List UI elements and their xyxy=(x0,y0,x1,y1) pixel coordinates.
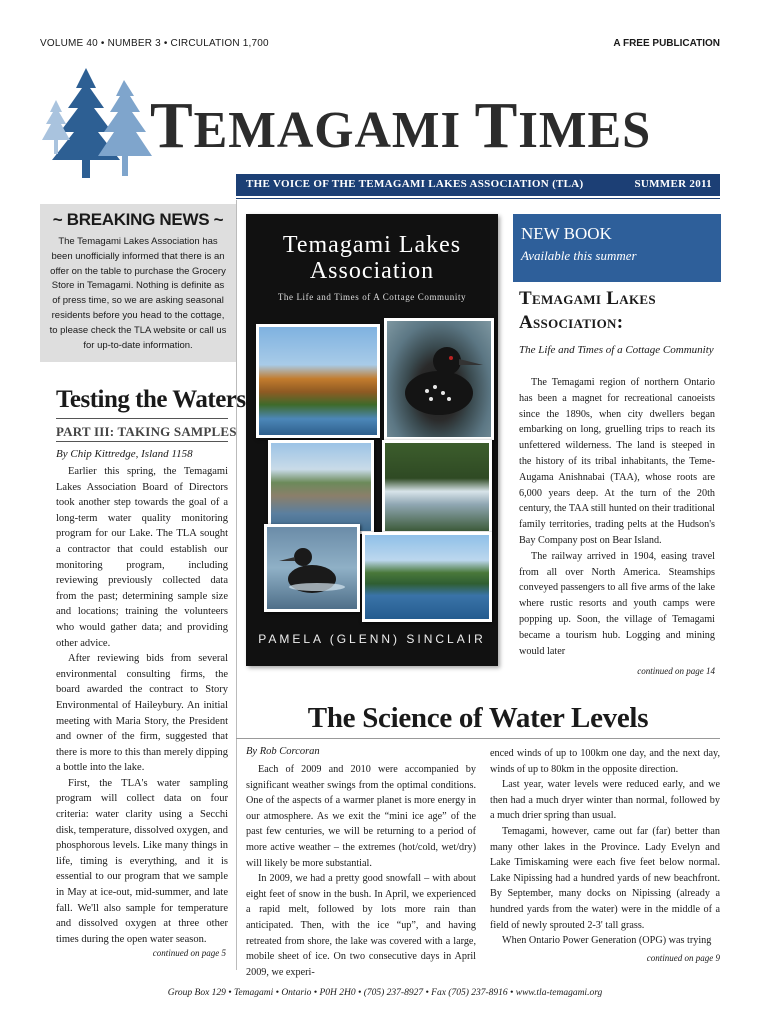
book-cover-title-line1: Temagami Lakes xyxy=(282,232,462,258)
book-cover-subtitle: The Life and Times of A Cottage Community xyxy=(277,292,467,302)
science-article-byline: By Rob Corcoran xyxy=(246,746,320,757)
footer-contact: Group Box 129 • Temagami • Ontario • P0H 2H0 • (705) 237-8927 • Fax (705) 237-8916 • www.tla-temagami.org xyxy=(167,988,603,998)
book-continued-link[interactable]: continued on page 14 xyxy=(637,666,715,676)
book-tagline: The Life and Times of a Cottage Community xyxy=(519,344,714,356)
science-continued-link[interactable]: continued on page 9 xyxy=(646,953,720,963)
paragraph: The railway arrived in 1904, easing travel from all over North America. Steamships conveyed passengers to all five arms of the lake where rustic resorts and youth camps were popping up. Soon, the village of Temagami became a tourism hub. Logging and mining would later xyxy=(519,550,715,657)
tagline: THE VOICE OF THE TEMAGAMI LAKES ASSOCIATION (TLA) xyxy=(246,178,584,190)
divider xyxy=(56,441,228,442)
waterfall-photo xyxy=(382,440,492,534)
divider xyxy=(56,418,228,419)
testing-article-subtitle: PART III: TAKING SAMPLES xyxy=(56,424,237,439)
paragraph: Each of 2009 and 2010 were accompanied by significant weather swings from the optimal conditions. One of the aspects of a warmer planet is more energy in our atmosphere. As we exit the “mini ice age” of the past few centuries, we will be returning to a period of more active weather – the extremes (hot/cold, wet/dry) will likely be more substantial. xyxy=(246,764,476,869)
autumn-forest-photo xyxy=(256,324,380,438)
book-title-line1: Temagami Lakes xyxy=(519,288,656,309)
loon-icon xyxy=(387,321,491,437)
tagline-bar xyxy=(236,174,720,196)
paragraph: Temagami, however, came out far (far) better than many other lakes in the Province. Lady Evelyn and Lake Timiskaming were each five feet below normal. Lake Nipissing had a hundred yards of new beachfront. By September, many docks on Nipissing (already a hundred yards from the water) were in the middle of a field of newly sprouted 2-3' tall grass. xyxy=(490,825,720,931)
paragraph: enced winds of up to 100km one day, and the next day, winds of up to 80km in the opposite direction. xyxy=(490,748,720,775)
rocky-shore-photo xyxy=(268,440,374,534)
paragraph: After reviewing bids from several environmental consulting firms, the board awarded the contract to Story Environmental of Haileybury. An initial meeting with Maria Story, the President and owner of the firm, suggested that there is more to this than merely dipping a bottle into the lake. xyxy=(56,653,228,774)
paragraph: In 2009, we had a pretty good snowfall – with about eight feet of snow in the bush. In April, we experienced a rapid melt, followed by lots more rain than anticipated. Then, with the ice “up”, and having retreated from shore, the lake was covered with a large, mobile sheet of ice. On two consecutive days in April 2009, we experi- xyxy=(246,873,476,978)
paragraph: Earlier this spring, the Temagami Lakes Association Board of Directors took another step towards the goal of a long-term water quality monitoring program for our Lake. The TLA sought a contractor that could establish our monitoring program, including reviewing previously collected data from the past; determining sample size and locations; training the volunteers who would gather data; and providing other advice. xyxy=(56,466,228,649)
loon-photo xyxy=(384,318,494,440)
testing-article-body xyxy=(56,464,228,947)
divider xyxy=(236,738,720,739)
book-cover xyxy=(246,214,498,666)
book-cover-title-line2: Association xyxy=(309,258,435,284)
paragraph: The Temagami region of northern Ontario has been a magnet for recreational canoeists since the 1890s, when city dwellers began embarking on long, gruelling trips to reach its unfettered wilderness. The land is steeped in the history of its tribal inhabitants, the Teme-Augama Anishnabai (TAA), whose roots are 6,000 years deep. At the turn of the 20th century, the TAA still hunted on their traditional family territories, trading pelts at the Hudson's Bay Company post on Bear Island. xyxy=(519,377,715,546)
issue-season: SUMMER 2011 xyxy=(634,178,712,190)
masthead-title-initial-2: T xyxy=(474,89,519,162)
pine-tree-logo-icon xyxy=(38,60,158,190)
science-article-column-1 xyxy=(246,762,476,980)
loon-chick-photo xyxy=(264,524,360,612)
masthead-title-part-1: EMAGAMI xyxy=(193,102,475,159)
testing-continued-link[interactable]: continued on page 5 xyxy=(152,948,226,958)
science-article-column-2 xyxy=(490,746,720,949)
paragraph: First, the TLA's water sampling program will collect data on four criteria: water clarity using a Secchi disk, temperature, dissolved oxygen, and phosphorous levels. Like many things in life, timing is everything, and it is essential to our program that we sample in May at ice-out, mid-summer, and late fall. We'll also sample for temperature and dissolved oxygen at three other times during the open water season. xyxy=(56,777,228,945)
new-book-banner xyxy=(513,214,721,282)
breaking-news-title: ~ BREAKING NEWS ~ xyxy=(52,210,224,229)
book-cover-author: PAMELA (GLENN) SINCLAIR xyxy=(258,632,486,646)
free-publication-label: A FREE PUBLICATION xyxy=(613,38,720,49)
book-title-line2: Association: xyxy=(519,312,624,333)
science-article-title: The Science of Water Levels xyxy=(307,702,649,734)
masthead-title-initial-1: T xyxy=(150,89,194,162)
breaking-news-box xyxy=(40,204,236,362)
paragraph: When Ontario Power Generation (OPG) was trying xyxy=(502,935,712,947)
masthead-title-part-2: IMES xyxy=(518,102,652,159)
breaking-news-text: The Temagami Lakes Association has been unofficially informed that there is an offer on the table to purchase the Grocery Store in Temagami. Nothing is definite as of press time, so we are asking seasonal residents before you head to the cottage, to please check the TLA website or call us for up-to-date information. xyxy=(49,236,227,351)
new-book-subheading: Available this summer xyxy=(521,248,637,263)
paragraph: Last year, water levels were reduced early, and we then had a much dryer winter than normal, followed by a much drier spring than usual. xyxy=(490,779,720,822)
tagline-rule xyxy=(236,198,720,199)
column-divider xyxy=(236,200,237,970)
new-book-heading: NEW BOOK xyxy=(521,224,612,243)
testing-article-byline: By Chip Kittredge, Island 1158 xyxy=(56,448,193,460)
issue-line: VOLUME 40 • NUMBER 3 • CIRCULATION 1,700 xyxy=(40,38,269,49)
masthead-title xyxy=(150,88,651,164)
testing-article-title: Testing the Waters xyxy=(56,386,246,413)
loon-chick-icon xyxy=(267,527,357,609)
book-description xyxy=(519,375,715,659)
lake-view-photo xyxy=(362,532,492,622)
